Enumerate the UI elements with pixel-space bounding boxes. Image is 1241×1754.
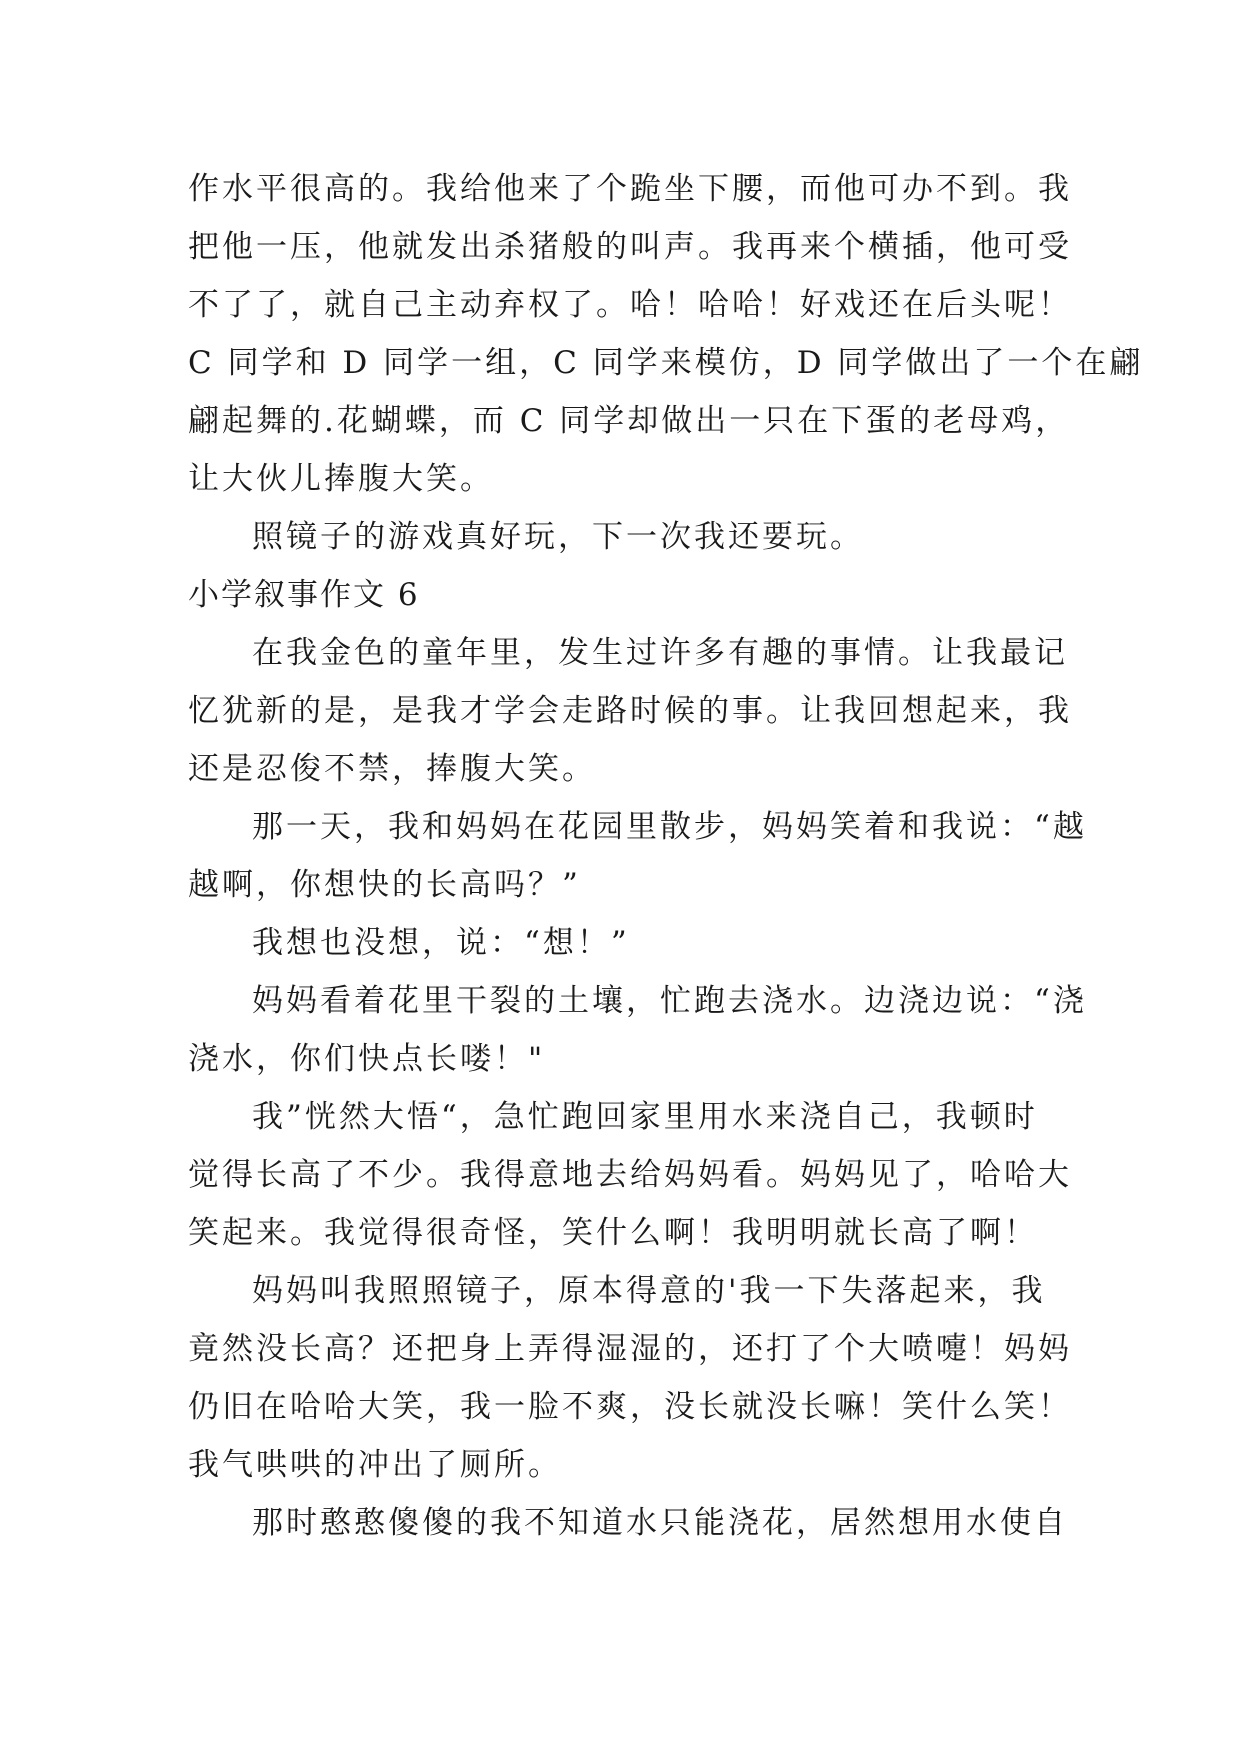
text-line: 那一天，我和妈妈在花园里散步，妈妈笑着和我说：“越	[252, 809, 1087, 845]
text-line: 我”恍然大悟“，急忙跑回家里用水来浇自己，我顿时	[252, 1099, 1038, 1135]
text-line: 浇水，你们快点长喽！"	[188, 1041, 546, 1077]
essay-text	[188, 160, 1144, 1552]
text-line: 我气哄哄的冲出了厕所。	[188, 1447, 562, 1483]
text-line: 妈妈叫我照照镜子，原本得意的'我一下失落起来，我	[252, 1273, 1046, 1309]
text-line: 照镜子的游戏真好玩，下一次我还要玩。	[252, 519, 864, 555]
text-line: 觉得长高了不少。我得意地去给妈妈看。妈妈见了，哈哈大	[188, 1157, 1072, 1193]
text-line: 作水平很高的。我给他来了个跪坐下腰，而他可办不到。我	[188, 171, 1072, 207]
text-line: 那时憨憨傻傻的我不知道水只能浇花，居然想用水使自	[252, 1505, 1068, 1541]
text-line: 越啊，你想快的长高吗？”	[188, 867, 581, 903]
text-line: 笑起来。我觉得很奇怪，笑什么啊！我明明就长高了啊！	[188, 1215, 1038, 1251]
text-line: 竟然没长高？还把身上弄得湿湿的，还打了个大喷嚏！妈妈	[188, 1331, 1072, 1367]
text-line: 还是忍俊不禁，捧腹大笑。	[188, 751, 596, 787]
text-line: 把他一压，他就发出杀猪般的叫声。我再来个横插，他可受	[188, 229, 1072, 265]
text-line: 我想也没想，说：“想！”	[252, 925, 630, 961]
text-line: 不了了，就自己主动弃权了。哈！哈哈！好戏还在后头呢！	[188, 287, 1072, 323]
text-line: 忆犹新的是，是我才学会走路时候的事。让我回想起来，我	[188, 693, 1072, 729]
text-line: 仍旧在哈哈大笑，我一脸不爽，没长就没长嘛！笑什么笑！	[188, 1389, 1072, 1425]
text-line: 翩起舞的.花蝴蝶，而 C 同学却做出一只在下蛋的老母鸡，	[188, 403, 1070, 439]
section-heading: 小学叙事作文 6	[188, 577, 420, 613]
text-line: 妈妈看着花里干裂的土壤，忙跑去浇水。边浇边说：“浇	[252, 983, 1087, 1019]
text-line: 在我金色的童年里，发生过许多有趣的事情。让我最记	[252, 635, 1068, 671]
text-line: C 同学和 D 同学一组，C 同学来模仿，D 同学做出了一个在翩	[188, 345, 1144, 381]
text-line: 让大伙儿捧腹大笑。	[188, 461, 494, 497]
